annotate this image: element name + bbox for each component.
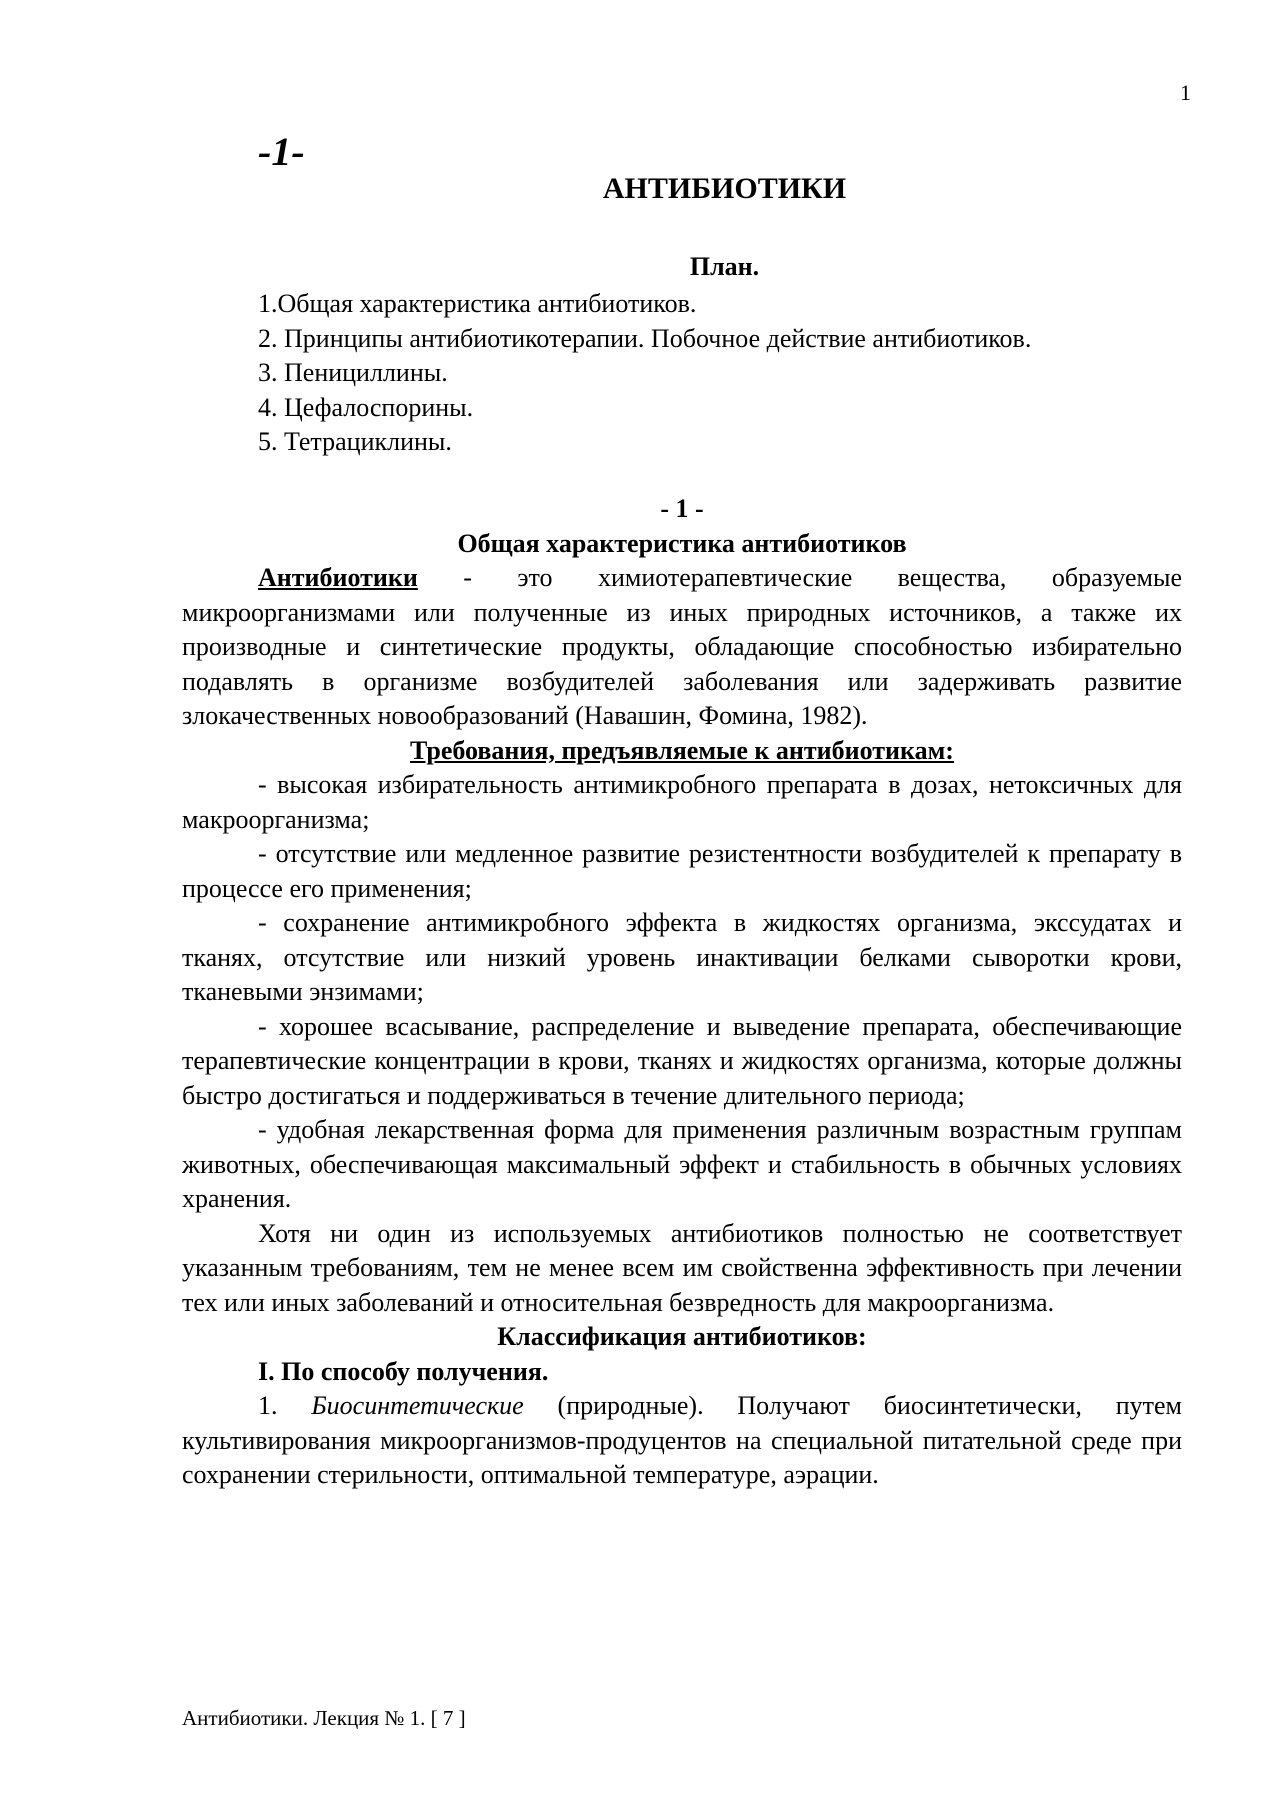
plan-item: 3. Пенициллины. [258, 358, 448, 387]
method-heading: I. По способу получения. [258, 1356, 549, 1386]
plan-list [258, 287, 1031, 460]
definition-text: - это химиотерапевтические вещества, образуемые микроорганизмами или полученные из иных природных источников, а также их производные и синтетические продукты, обладающие способностью избирательно подавлять в организме возбудителей заболевания или задерживать развитие злокачественных новообразований (Навашин, Фомина, 1982). [182, 563, 1182, 730]
requirement-item: - отсутствие или медленное развитие резистентности возбудителей к препарату в процессе его применения; [182, 839, 1182, 903]
section-1 [182, 492, 1182, 1493]
item-term: Биосинтетические [311, 1391, 524, 1420]
document-title: АНТИБИОТИКИ [602, 172, 847, 205]
plan-item: 4. Цефалоспорины. [258, 392, 474, 422]
requirement-item: - высокая избирательность антимикробного препарата в дозах, нетоксичных для макроорганизма; [182, 770, 1182, 834]
requirements-heading: Требования, предъявляемые к антибиотикам: [410, 735, 954, 765]
plan-item: 2. Принципы антибиотикотерапии. Побочное действие антибиотиков. [258, 323, 1032, 353]
classification-item [182, 1389, 1182, 1493]
page-number: 1 [1180, 80, 1191, 105]
requirement-item: - удобная лекарственная форма для применения различным возрастным группам животных, обеспечивающая максимальный эффект и стабильность в обычных условиях хранения. [182, 1115, 1182, 1213]
definition-paragraph [182, 561, 1182, 734]
section-number: - 1 - [660, 494, 704, 523]
plan-item: 1.Общая характеристика антибиотиков. [258, 289, 697, 318]
item-text: (природные). Получают биосинтетически, путем культивирования микроорганизмов-продуцентов на специальной питательной среде при сохранении стерильности, оптимальной температуре, аэрации. [182, 1391, 1182, 1489]
lecture-number: -1- [258, 129, 305, 174]
plan-item: 5. Тетрациклины. [258, 427, 452, 456]
page-footer: Антибиотики. Лекция № 1. [ 7 ] [182, 1706, 466, 1730]
summary-paragraph: Хотя ни один из используемых антибиотиков полностью не соответствует указанным требованиям, тем не менее всем им свойственна эффективность при лечении тех или иных заболеваний и относительная безвредность для макроорганизма. [182, 1218, 1182, 1317]
plan-heading: План. [689, 252, 760, 281]
section-title: Общая характеристика антибиотиков [457, 528, 907, 558]
classification-heading: Классификация антибиотиков: [497, 1322, 867, 1351]
definition-term: Антибиотики [258, 563, 418, 592]
requirement-item: - сохранение антимикробного эффекта в жидкостях организма, экссудатах и тканях, отсутствие или низкий уровень инактивации белками сыворотки крови, тканевыми энзимами; [182, 908, 1182, 1006]
item-prefix: 1. [258, 1391, 312, 1420]
requirement-item: - хорошее всасывание, распределение и выведение препарата, обеспечивающие терапевтические концентрации в крови, тканях и жидкостях организма, которые должны быстро достигаться и поддерживаться в течение длительного периода; [182, 1011, 1182, 1110]
